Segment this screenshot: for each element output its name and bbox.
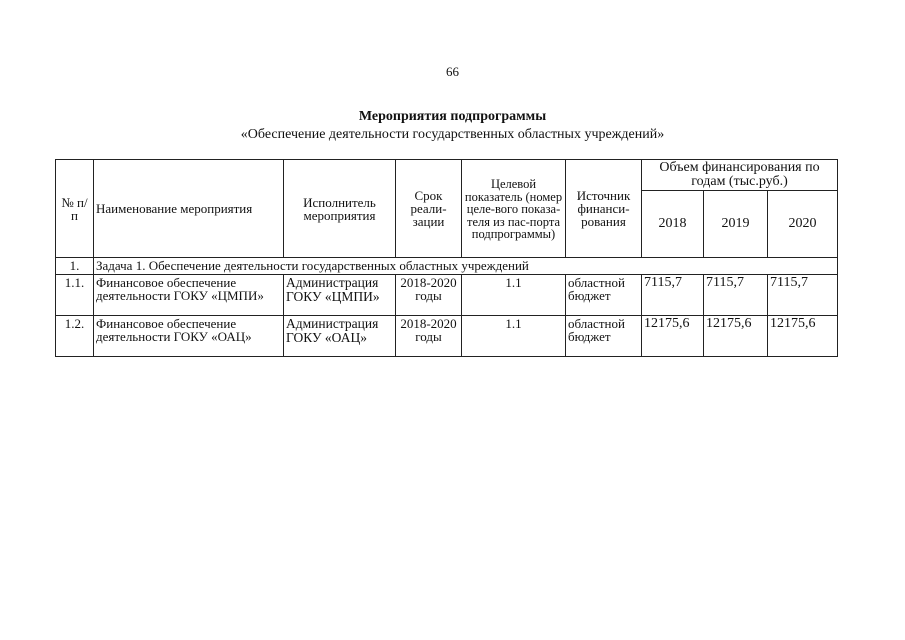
- document-subtitle: «Обеспечение деятельности государственных областных учреждений»: [240, 127, 665, 142]
- task-text: Задача 1. Обеспечение деятельности государственных областных учреждений: [94, 258, 838, 275]
- activities-table: [55, 159, 838, 357]
- row-name: Финансовое обеспечение деятельности ГОКУ «ЦМПИ»: [94, 275, 284, 316]
- row-term: 2018-2020 годы: [396, 275, 462, 316]
- row-term: 2018-2020 годы: [396, 316, 462, 357]
- row-target: 1.1: [462, 275, 566, 316]
- header-target: Целевой показатель (номер целе-вого показа-теля из пас-порта подпрограммы): [462, 160, 566, 258]
- row-name: Финансовое обеспечение деятельности ГОКУ «ОАЦ»: [94, 316, 284, 357]
- row-source: областной бюджет: [566, 275, 642, 316]
- row-value-2019: 7115,7: [704, 275, 768, 316]
- table-row: [56, 316, 838, 357]
- row-source: областной бюджет: [566, 316, 642, 357]
- row-value-2020: 12175,6: [768, 316, 838, 357]
- header-term: Срок реали-зации: [396, 160, 462, 258]
- row-num: 1.2.: [56, 316, 94, 357]
- row-executor: Администрация ГОКУ «ОАЦ»: [284, 316, 396, 357]
- header-executor: Исполнитель мероприятия: [284, 160, 396, 258]
- row-value-2018: 12175,6: [642, 316, 704, 357]
- row-value-2019: 12175,6: [704, 316, 768, 357]
- header-num: № п/п: [56, 160, 94, 258]
- header-name: Наименование мероприятия: [94, 160, 284, 258]
- header-funding: Объем финансирования по годам (тыс.руб.): [642, 160, 838, 191]
- row-value-2020: 7115,7: [768, 275, 838, 316]
- row-executor: Администрация ГОКУ «ЦМПИ»: [284, 275, 396, 316]
- header-source: Источник финанси-рования: [566, 160, 642, 258]
- header-row: [56, 160, 838, 191]
- row-target: 1.1: [462, 316, 566, 357]
- row-num: 1.1.: [56, 275, 94, 316]
- document-title: Мероприятия подпрограммы: [358, 109, 547, 124]
- header-year-2018: 2018: [642, 191, 704, 258]
- task-num: 1.: [56, 258, 94, 275]
- task-row: [56, 258, 838, 275]
- table-row: [56, 275, 838, 316]
- page-number: 66: [446, 64, 459, 79]
- header-year-2019: 2019: [704, 191, 768, 258]
- row-value-2018: 7115,7: [642, 275, 704, 316]
- header-year-2020: 2020: [768, 191, 838, 258]
